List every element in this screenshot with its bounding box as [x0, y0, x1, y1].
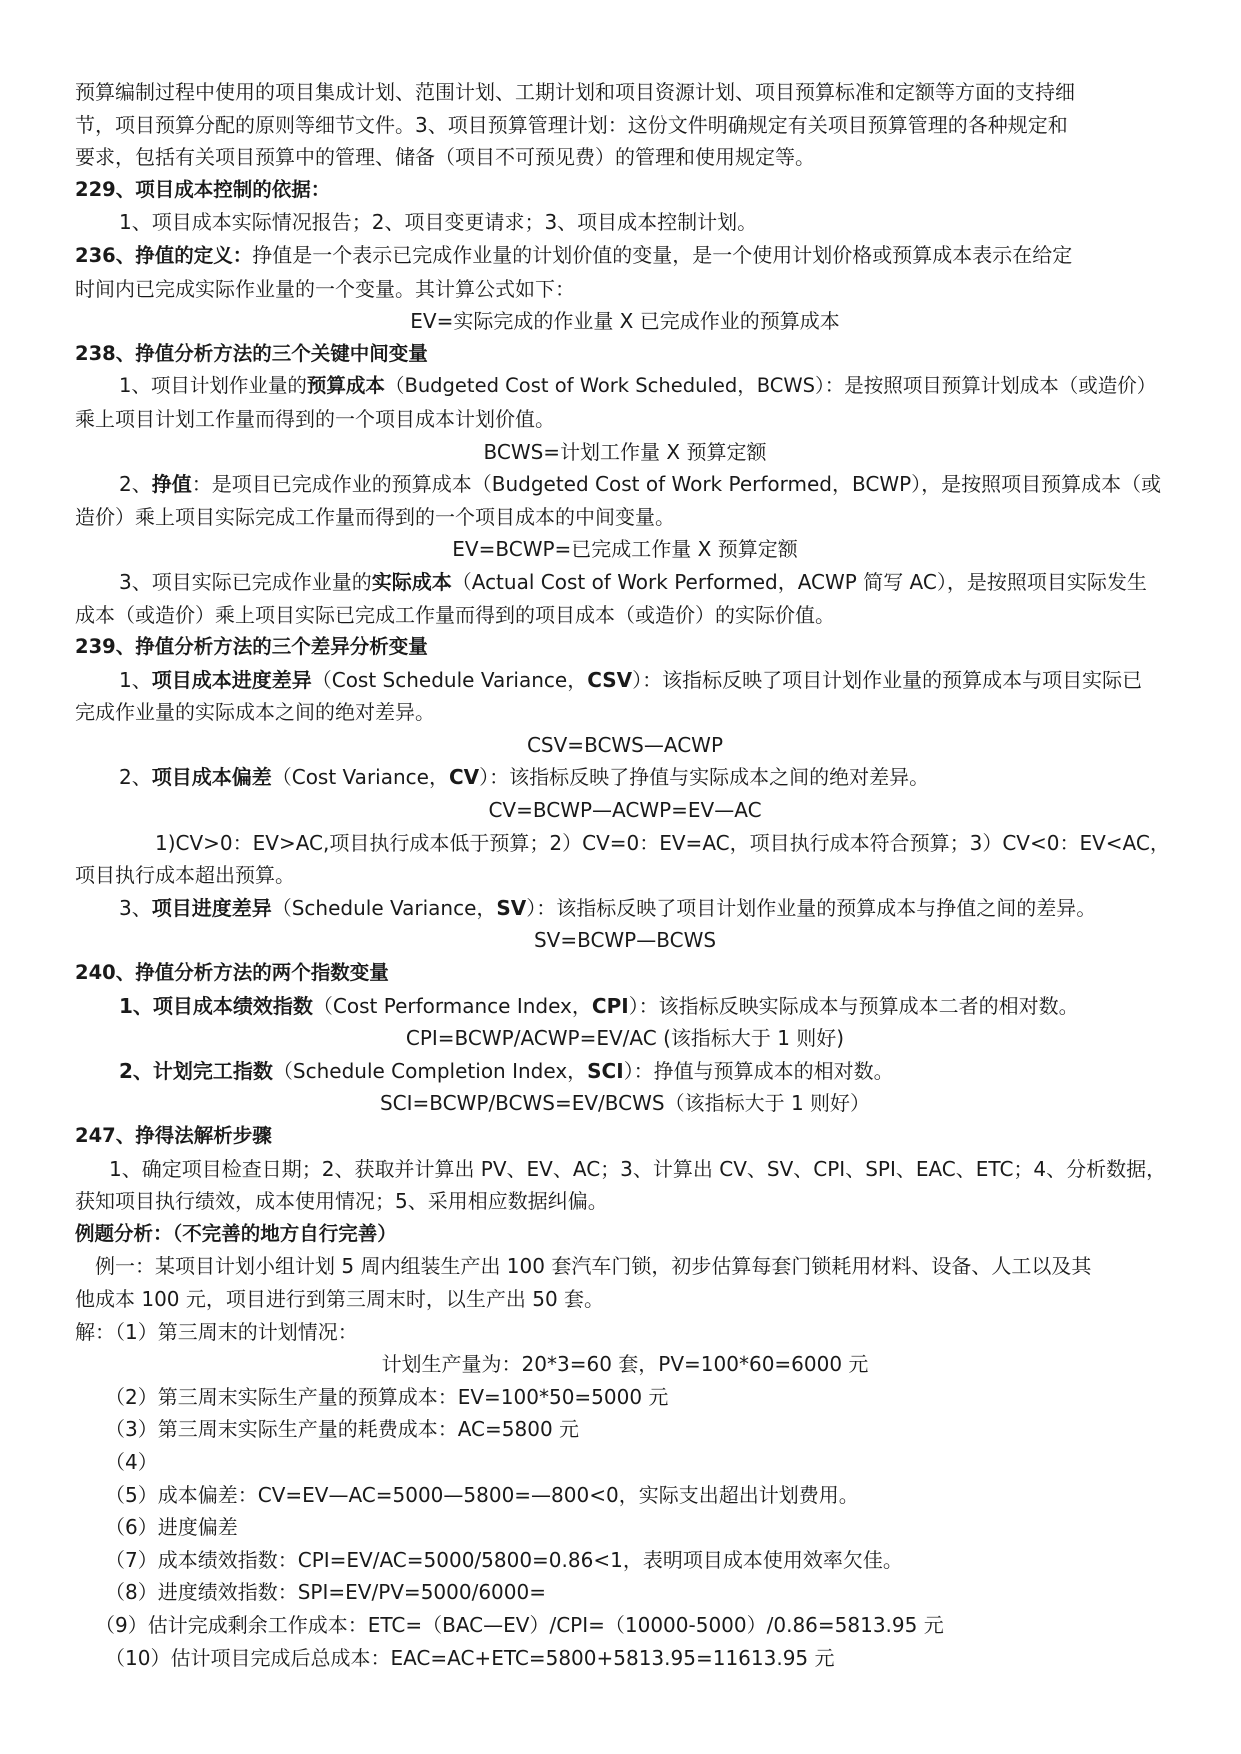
paragraph-line: 造价）乘上项目实际完成工作量而得到的一个项目成本的中间变量。: [75, 504, 675, 529]
item-text: 2、: [119, 472, 152, 497]
item-text: （Budgeted Cost of Work Scheduled，BCWS）：是按照项目预算计划成本（或造价）: [384, 374, 1157, 398]
item-text: ：是项目已完成作业的预算成本（Budgeted Cost of Work Performed，BCWP），是按照项目预算成本（或: [191, 472, 1162, 497]
solution-step: （7）成本绩效指数：CPI=EV/AC=5000/5800=0.86<1，表明项目成本使用效率欠佳。: [105, 1547, 903, 1572]
term: 项目成本偏差: [151, 765, 272, 790]
item-text: （Actual Cost of Work Performed，ACWP 简写 AC），是按照项目实际发生: [451, 569, 1147, 594]
note-line: 1)CV>0：EV>AC,项目执行成本低于预算；2）CV=0：EV=AC，项目执行成本符合预算；3）CV<0：EV<AC，: [155, 830, 1170, 855]
section-heading-239: 239、挣值分析方法的三个差异分析变量: [75, 635, 428, 659]
paragraph-line: 1、确定项目检查日期；2、获取并计算出 PV、EV、AC；3、计算出 CV、SV、CPI、SPI、EAC、ETC；4、分析数据，: [109, 1156, 1167, 1181]
paragraph-line: 要求，包括有关项目预算中的管理、储备（项目不可预见费）的管理和使用规定等。: [75, 145, 815, 170]
term-abbr: CPI: [591, 993, 629, 1018]
item-text: ）：挣值与预算成本的相对数。: [623, 1058, 894, 1083]
list-item: [75, 664, 1175, 697]
paragraph-line: 完成作业量的实际成本之间的绝对差异。: [75, 700, 435, 725]
solution-step: （10）估计项目完成后总成本：EAC=AC+ETC=5800+5813.95=11613.95 元: [105, 1645, 835, 1670]
formula: EV=BCWP=已完成工作量 X 预算定额: [452, 537, 798, 562]
term: 挣值: [151, 472, 192, 497]
paragraph-text: 挣值是一个表示已完成作业量的计划价值的变量，是一个使用计划价格或预算成本表示在给定: [252, 242, 1073, 267]
formula: SV=BCWP—BCWS: [533, 928, 717, 953]
formula: EV=实际完成的作业量 X 已完成作业的预算成本: [410, 309, 840, 334]
item-text: （Cost Variance，: [271, 765, 449, 790]
section-heading-247: 247、挣得法解析步骤: [75, 1124, 272, 1147]
term: 实际成本: [371, 569, 452, 594]
solution-step: （6）进度偏差: [105, 1515, 238, 1540]
paragraph-line: 预算编制过程中使用的项目集成计划、范围计划、工期计划和项目资源计划、项目预算标准和定额等方面的支持细: [75, 80, 1075, 104]
item-text: （Schedule Variance，: [271, 895, 497, 920]
formula: BCWS=计划工作量 X 预算定额: [483, 439, 767, 464]
item-text: ）：该指标反映了项目计划作业量的预算成本与挣值之间的差异。: [526, 895, 1097, 920]
paragraph-line: 成本（或造价）乘上项目实际已完成工作量而得到的项目成本（或造价）的实际价值。: [75, 602, 835, 627]
solution-step: （8）进度绩效指数：SPI=EV/PV=5000/6000=: [105, 1580, 546, 1605]
list-item: [75, 761, 1175, 794]
section-heading-229: 229、项目成本控制的依据：: [75, 177, 331, 201]
solution-step: （5）成本偏差：CV=EV—AC=5000—5800=—800<0，实际支出超出计划费用。: [105, 1482, 859, 1507]
paragraph-line: 乘上项目计划工作量而得到的一个项目成本计划价值。: [75, 406, 555, 431]
item-text: （Cost Performance Index，: [312, 993, 592, 1018]
term: 预算成本: [306, 374, 385, 398]
list-item: [75, 468, 1175, 501]
term-abbr: SV: [496, 895, 527, 920]
section-heading-240: 240、挣值分析方法的两个指数变量: [75, 961, 389, 985]
list-item: [75, 892, 1175, 925]
term-abbr: CSV: [587, 667, 633, 692]
formula: SCI=BCWP/BCWS=EV/BCWS（该指标大于 1 则好）: [379, 1091, 871, 1116]
example-heading: 例题分析：（不完善的地方自行完善）: [75, 1221, 397, 1245]
section-236-line: [75, 239, 1175, 273]
paragraph-line: 1、项目成本实际情况报告；2、项目变更请求；3、项目成本控制计划。: [119, 210, 758, 235]
item-text: 3、: [119, 895, 152, 920]
term: 项目成本进度差异: [151, 667, 312, 692]
section-heading-238: 238、挣值分析方法的三个关键中间变量: [75, 341, 428, 365]
item-text: （Cost Schedule Variance，: [311, 667, 588, 692]
formula: CV=BCWP—ACWP=EV—AC: [488, 798, 762, 823]
item-text: ）：该指标反映了项目计划作业量的预算成本与项目实际已: [632, 667, 1143, 692]
paragraph-line: 例一：某项目计划小组计划 5 周内组装生产出 100 套汽车门锁，初步估算每套门锁耗用材料、设备、人工以及其: [95, 1254, 1092, 1279]
document-page: [75, 76, 1175, 1674]
formula: CPI=BCWP/ACWP=EV/AC (该指标大于 1 则好): [405, 1026, 845, 1051]
item-text: 3、项目实际已完成作业量的: [119, 569, 372, 594]
term: 2、计划完工指数: [119, 1058, 273, 1083]
note-line: 项目执行成本超出预算。: [75, 863, 295, 888]
item-text: 1、项目计划作业量的: [119, 374, 307, 398]
solution-step: （2）第三周末实际生产量的预算成本：EV=100*50=5000 元: [105, 1384, 669, 1409]
paragraph-line: 节，项目预算分配的原则等细节文件。3、项目预算管理计划：这份文件明确规定有关项目预算管理的各种规定和: [75, 112, 1068, 137]
item-text: 1、: [119, 667, 152, 692]
item-text: ）：该指标反映实际成本与预算成本二者的相对数。: [628, 993, 1079, 1018]
solution-step: （9）估计完成剩余工作成本：ETC=（BAC—EV）/CPI=（10000-5000）/0.86=5813.95 元: [95, 1612, 944, 1637]
term: 项目进度差异: [151, 895, 272, 920]
list-item: [75, 370, 1175, 403]
list-item: [75, 1055, 1175, 1088]
solution-step: （4）: [105, 1449, 158, 1474]
list-item: [75, 566, 1175, 599]
section-heading-236: 236、挣值的定义：: [75, 243, 253, 267]
item-text: 2、: [119, 765, 152, 790]
term: 1、项目成本绩效指数: [119, 993, 313, 1018]
term-abbr: SCI: [587, 1058, 624, 1083]
formula: 计划生产量为：20*3=60 套，PV=100*60=6000 元: [381, 1352, 869, 1377]
list-item: [75, 990, 1175, 1023]
item-text: ）：该指标反映了挣值与实际成本之间的绝对差异。: [479, 765, 930, 790]
solution-step: （3）第三周末实际生产量的耗费成本：AC=5800 元: [105, 1417, 580, 1442]
term-abbr: CV: [448, 765, 480, 790]
solution-step: 解：（1）第三周末的计划情况：: [75, 1319, 358, 1344]
paragraph-line: 获知项目执行绩效，成本使用情况；5、采用相应数据纠偏。: [75, 1189, 608, 1214]
paragraph-line: 时间内已完成实际作业量的一个变量。其计算公式如下：: [75, 276, 575, 301]
item-text: （Schedule Completion Index，: [272, 1058, 588, 1083]
formula: CSV=BCWS—ACWP: [526, 732, 724, 757]
paragraph-line: 他成本 100 元，项目进行到第三周末时，以生产出 50 套。: [75, 1286, 605, 1311]
